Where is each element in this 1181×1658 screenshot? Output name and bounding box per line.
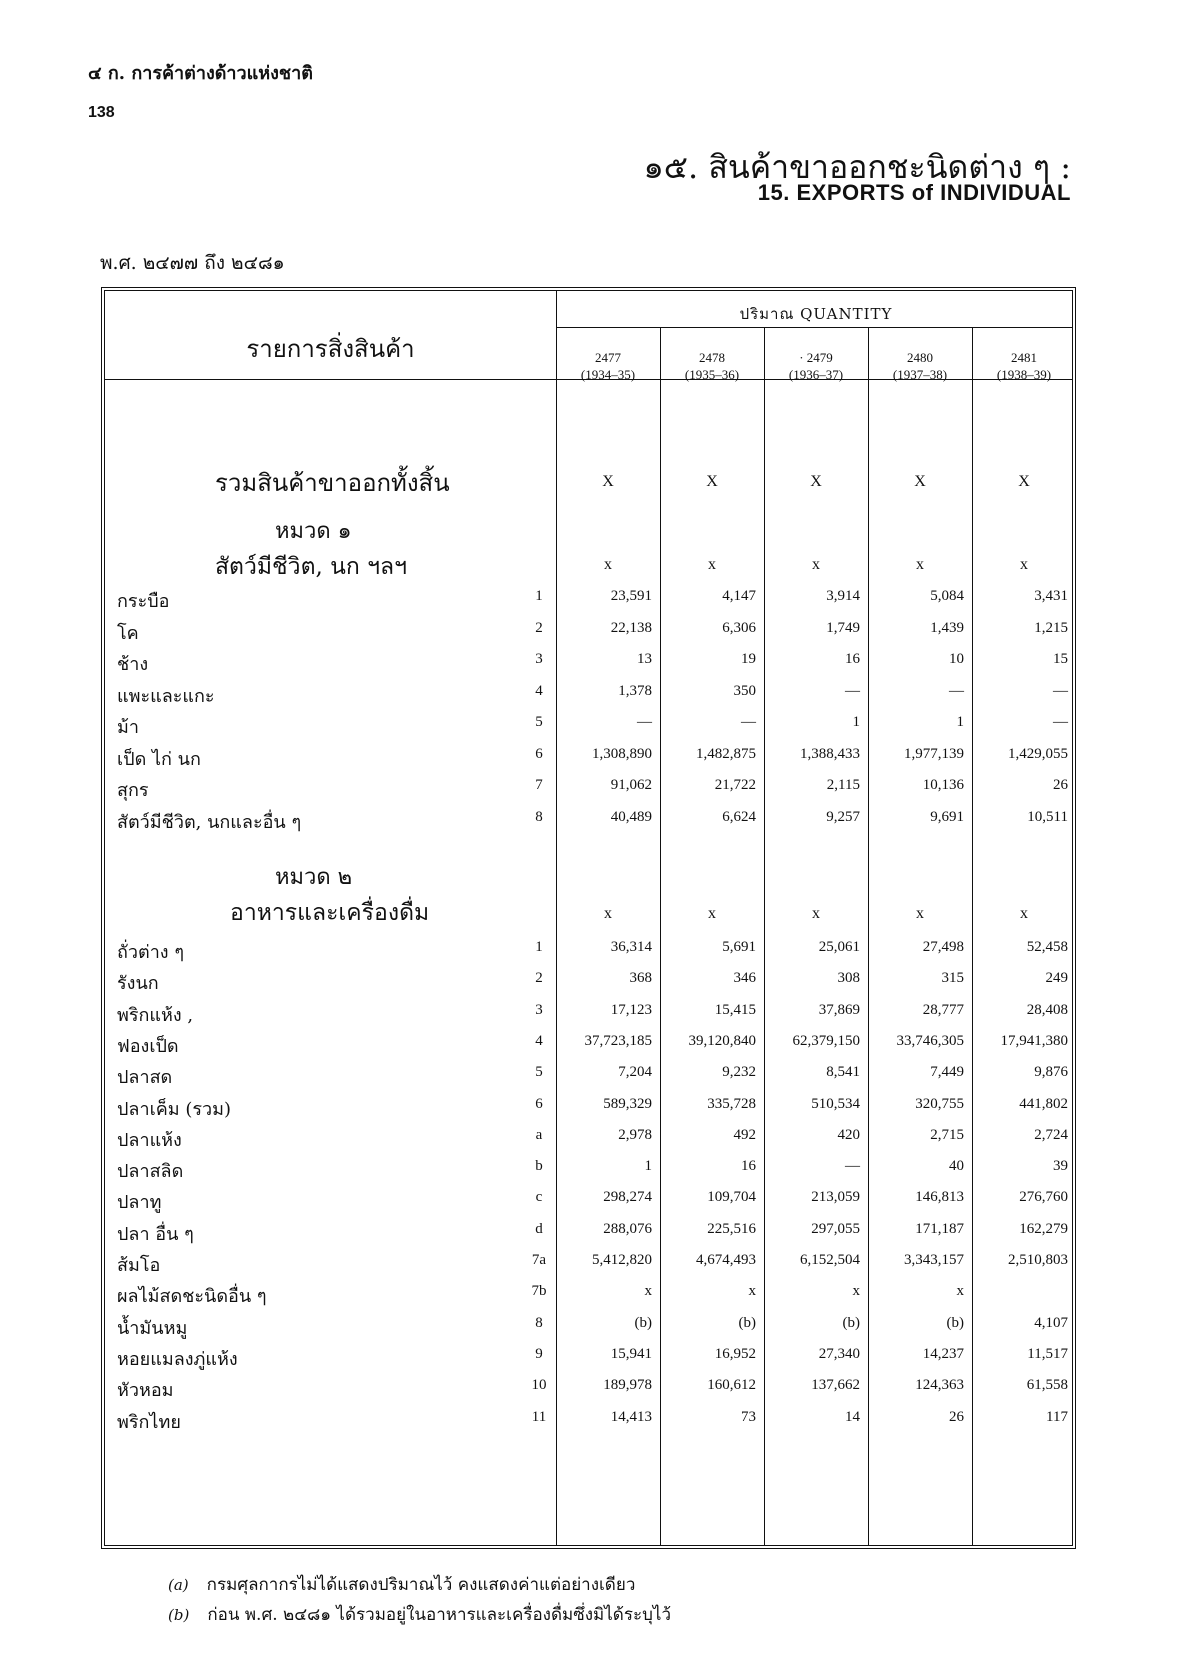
quantity-cell: 13 <box>637 651 652 667</box>
total-mark: X <box>914 473 926 490</box>
section-heading: หมวด ๒ <box>275 865 353 890</box>
section-mark: x <box>1020 905 1028 922</box>
section-mark: x <box>916 905 924 922</box>
section-heading: หมวด ๑ <box>275 519 352 544</box>
quantity-cell: 16 <box>845 651 860 667</box>
row-label: ปลาสลิด <box>117 1161 184 1183</box>
row-label: ผลไม้สดชะนิดอื่น ๆ <box>117 1286 267 1308</box>
year-ce: (1935–36) <box>684 367 740 382</box>
years-range-note: พ.ศ. ๒๔๗๗ ถึง ๒๔๘๑ <box>100 252 285 274</box>
quantity-cell: 5,412,820 <box>592 1252 652 1268</box>
row-number: 10 <box>531 1377 547 1394</box>
quantity-header: ปริมาณ QUANTITY <box>739 305 893 323</box>
quantity-cell: 117 <box>1046 1408 1068 1425</box>
quantity-cell: 9,257 <box>826 808 860 825</box>
exports-table <box>101 287 1076 1549</box>
row-number: b <box>535 1158 543 1175</box>
quantity-cell: 346 <box>733 970 756 987</box>
quantity-cell: 335,728 <box>707 1095 756 1112</box>
quantity-cell: 26 <box>1053 777 1068 793</box>
quantity-cell: 420 <box>837 1126 860 1143</box>
quantity-cell: — <box>949 682 964 699</box>
footnote-b <box>168 1601 671 1628</box>
quantity-cell: 33,746,305 <box>896 1032 964 1049</box>
row-number: 8 <box>535 1314 543 1331</box>
quantity-cell: 4,147 <box>722 588 756 604</box>
quantity-cell: 368 <box>629 970 652 987</box>
row-label: พริกไทย <box>117 1411 181 1433</box>
quantity-cell: 36,314 <box>610 939 652 955</box>
row-number: 9 <box>535 1345 543 1362</box>
row-number: 11 <box>531 1408 547 1425</box>
quantity-cell: 3,431 <box>1034 588 1068 604</box>
year-header <box>764 349 868 383</box>
quantity-cell: 22,138 <box>610 619 652 636</box>
quantity-cell: 2,510,803 <box>1008 1252 1068 1268</box>
year-be: 2477 <box>595 350 621 365</box>
row-number: c <box>535 1189 543 1206</box>
header-divider <box>556 327 1072 328</box>
quantity-cell: x <box>852 1283 860 1300</box>
row-label: เป็ด ไก่ นก <box>117 748 201 770</box>
quantity-cell: — <box>1053 682 1068 699</box>
section-title: สัตว์มีชีวิต, นก ฯลฯ <box>215 554 408 580</box>
quantity-cell: 28,777 <box>922 1001 964 1018</box>
quantity-cell: 5,084 <box>930 588 964 604</box>
row-number: 4 <box>535 1032 543 1049</box>
quantity-cell: 350 <box>733 682 756 699</box>
quantity-cell: 61,558 <box>1026 1377 1068 1394</box>
row-number: 1 <box>535 588 543 604</box>
quantity-cell: 297,055 <box>811 1220 860 1237</box>
row-number: 7 <box>535 777 543 793</box>
quantity-cell: 3,343,157 <box>904 1252 964 1268</box>
quantity-cell: 39 <box>1053 1158 1068 1175</box>
quantity-cell: 1,378 <box>618 682 652 699</box>
quantity-cell: 1,215 <box>1034 619 1068 636</box>
row-number: 6 <box>535 1095 543 1112</box>
quantity-cell: 52,458 <box>1026 939 1068 955</box>
row-number: 7a <box>531 1252 547 1268</box>
year-be: 2478 <box>699 350 725 365</box>
page-number: 138 <box>88 104 115 121</box>
quantity-cell: 14,413 <box>610 1408 652 1425</box>
quantity-cell: 14,237 <box>922 1345 964 1362</box>
quantity-cell: x <box>644 1283 652 1300</box>
quantity-cell: 91,062 <box>610 777 652 793</box>
quantity-cell: 8,541 <box>826 1064 860 1081</box>
quantity-cell: 14 <box>845 1408 860 1425</box>
year-header <box>660 349 764 383</box>
quantity-cell: 1,977,139 <box>904 745 964 762</box>
quantity-cell: 189,978 <box>603 1377 652 1394</box>
quantity-cell: 589,329 <box>603 1095 652 1112</box>
quantity-cell: 16 <box>741 1158 756 1175</box>
quantity-cell: 19 <box>741 651 756 667</box>
footnote-text: กรมศุลกากรไม่ได้แสดงปริมาณไว้ คงแสดงค่าแต่อย่างเดียว <box>206 1575 636 1595</box>
quantity-cell: 249 <box>1045 970 1068 987</box>
quantity-cell: 37,869 <box>818 1001 860 1018</box>
quantity-cell: 39,120,840 <box>688 1032 756 1049</box>
quantity-cell: 73 <box>741 1408 756 1425</box>
quantity-cell: 171,187 <box>915 1220 964 1237</box>
quantity-cell: 1 <box>852 714 860 730</box>
quantity-cell: 2,115 <box>826 777 860 793</box>
quantity-cell: 28,408 <box>1026 1001 1068 1018</box>
quantity-cell: (b) <box>634 1314 652 1331</box>
quantity-cell: 15,941 <box>610 1345 652 1362</box>
quantity-cell: 288,076 <box>603 1220 652 1237</box>
quantity-cell: 1,308,890 <box>592 745 652 762</box>
year-header <box>972 349 1076 383</box>
quantity-cell: 16,952 <box>714 1345 756 1362</box>
year-be: · 2479 <box>799 350 833 365</box>
quantity-cell: 7,204 <box>618 1064 652 1081</box>
quantity-cell: x <box>748 1283 756 1300</box>
section-mark: x <box>916 556 924 573</box>
row-label: สัตว์มีชีวิต, นกและอื่น ๆ <box>117 811 302 833</box>
row-number: 4 <box>535 682 543 699</box>
row-label: ม้า <box>117 717 139 738</box>
section-mark: x <box>812 905 820 922</box>
quantity-cell: 4,674,493 <box>696 1252 756 1268</box>
quantity-cell: 62,379,150 <box>792 1032 860 1049</box>
row-label: ส้มโอ <box>117 1255 161 1276</box>
quantity-cell: — <box>637 714 652 730</box>
quantity-cell: 1,388,433 <box>800 745 860 762</box>
row-number: a <box>535 1126 543 1143</box>
row-label: ถั่วต่าง ๆ <box>117 942 184 963</box>
quantity-cell: 15 <box>1053 651 1068 667</box>
row-label: ฟองเป็ด <box>117 1035 179 1057</box>
year-ce: (1937–38) <box>892 367 948 382</box>
section-mark: x <box>708 905 716 922</box>
running-header: ๔ ก. การค้าต่างด้าวแห่งชาติ <box>88 63 313 84</box>
row-label: ปลา อื่น ๆ <box>117 1223 194 1245</box>
quantity-cell: 315 <box>941 970 964 987</box>
quantity-cell: 162,279 <box>1019 1220 1068 1237</box>
quantity-cell: 1,429,055 <box>1008 745 1068 762</box>
quantity-cell: 4,107 <box>1034 1314 1068 1331</box>
row-label: ปลาเค็ม (รวม) <box>117 1098 232 1120</box>
quantity-cell: 15,415 <box>714 1001 756 1018</box>
year-header <box>868 349 972 383</box>
quantity-cell: 441,802 <box>1019 1095 1068 1112</box>
quantity-cell: 146,813 <box>915 1189 964 1206</box>
quantity-cell: 2,724 <box>1034 1126 1068 1143</box>
quantity-cell: — <box>1053 714 1068 730</box>
year-be: 2480 <box>907 350 933 365</box>
row-number: 5 <box>535 1064 543 1081</box>
row-label: กระบือ <box>117 591 170 612</box>
quantity-cell: — <box>845 682 860 699</box>
quantity-cell: 1,482,875 <box>696 745 756 762</box>
row-number: 3 <box>535 1001 543 1018</box>
year-ce: (1938–39) <box>996 367 1052 382</box>
section-mark: x <box>812 556 820 573</box>
row-label: สุกร <box>117 780 149 801</box>
quantity-cell: 276,760 <box>1019 1189 1068 1206</box>
quantity-cell: 1,439 <box>930 619 964 636</box>
quantity-cell: — <box>741 714 756 730</box>
quantity-cell: 320,755 <box>915 1095 964 1112</box>
quantity-cell: 510,534 <box>811 1095 860 1112</box>
row-number: 7b <box>531 1283 547 1300</box>
section-mark: x <box>1020 556 1028 573</box>
quantity-cell: 492 <box>733 1126 756 1143</box>
row-label: น้ำมันหมู <box>117 1317 188 1339</box>
quantity-cell: 308 <box>837 970 860 987</box>
quantity-cell: 9,232 <box>722 1064 756 1081</box>
year-header <box>556 349 660 383</box>
table-title-thai: ๑๕. สินค้าขาออกชะนิดต่าง ๆ : <box>643 148 1071 186</box>
total-mark: X <box>810 473 822 490</box>
row-number: 6 <box>535 745 543 762</box>
row-label: หอยแมลงภู่แห้ง <box>117 1348 238 1370</box>
total-mark: X <box>602 473 614 490</box>
footnote-text: ก่อน พ.ศ. ๒๔๘๑ ได้รวมอยู่ในอาหารและเครื่องดื่มซึ่งมิได้ระบุไว้ <box>207 1605 671 1625</box>
quantity-cell: 298,274 <box>603 1189 652 1206</box>
quantity-cell: 40 <box>949 1158 964 1175</box>
quantity-cell: (b) <box>842 1314 860 1331</box>
year-ce: (1934–35) <box>580 367 636 382</box>
row-label: ปลาแห้ง <box>117 1129 182 1151</box>
quantity-cell: 40,489 <box>610 808 652 825</box>
row-label: รังนก <box>117 973 159 995</box>
quantity-cell: 6,624 <box>722 808 756 825</box>
row-label: ปลาสด <box>117 1067 173 1089</box>
grand-total-label: รวมสินค้าขาออกทั้งสิ้น <box>215 469 450 497</box>
quantity-cell: 2,978 <box>618 1126 652 1143</box>
quantity-cell: 1,749 <box>826 619 860 636</box>
quantity-cell: (b) <box>738 1314 756 1331</box>
section-title: อาหารและเครื่องดื่ม <box>230 900 430 926</box>
quantity-cell: 124,363 <box>915 1377 964 1394</box>
quantity-cell: 27,498 <box>922 939 964 955</box>
quantity-cell: 9,876 <box>1034 1064 1068 1081</box>
quantity-cell: 6,306 <box>722 619 756 636</box>
year-ce: (1936–37) <box>788 367 844 382</box>
row-number: 2 <box>535 619 543 636</box>
quantity-cell: 109,704 <box>707 1189 756 1206</box>
section-mark: x <box>604 905 612 922</box>
table-title-english: 15. EXPORTS of INDIVIDUAL <box>757 180 1071 205</box>
quantity-cell: 1 <box>644 1158 652 1175</box>
quantity-cell: 213,059 <box>811 1189 860 1206</box>
quantity-cell: 10,511 <box>1027 808 1068 825</box>
quantity-cell: 17,123 <box>610 1001 652 1018</box>
footnote-letter: (a) <box>168 1576 189 1594</box>
quantity-cell: 137,662 <box>811 1377 860 1394</box>
section-mark: x <box>604 556 612 573</box>
quantity-cell: 26 <box>949 1408 964 1425</box>
item-column-header: รายการสิ่งสินค้า <box>246 335 415 363</box>
row-label: หัวหอม <box>117 1380 174 1402</box>
quantity-cell: (b) <box>946 1314 964 1331</box>
quantity-cell: 23,591 <box>610 588 652 604</box>
footnote-a <box>168 1571 635 1598</box>
row-number: 2 <box>535 970 543 987</box>
quantity-cell: 225,516 <box>707 1220 756 1237</box>
total-mark: X <box>706 473 718 490</box>
quantity-cell: 3,914 <box>826 588 860 604</box>
quantity-cell: 21,722 <box>714 777 756 793</box>
row-label: ปลาทู <box>117 1192 162 1214</box>
row-number: d <box>535 1220 543 1237</box>
quantity-cell: 9,691 <box>930 808 964 825</box>
section-mark: x <box>708 556 716 573</box>
quantity-cell: 10 <box>949 651 964 667</box>
quantity-cell: 25,061 <box>818 939 860 955</box>
quantity-cell: 10,136 <box>922 777 964 793</box>
quantity-cell: 2,715 <box>930 1126 964 1143</box>
quantity-cell: 6,152,504 <box>800 1252 860 1268</box>
quantity-cell: 17,941,380 <box>1000 1032 1068 1049</box>
footnote-letter: (b) <box>168 1606 190 1624</box>
quantity-cell: 11,517 <box>1027 1345 1068 1362</box>
quantity-cell: — <box>845 1158 860 1175</box>
quantity-cell: 7,449 <box>930 1064 964 1081</box>
quantity-cell: 27,340 <box>818 1345 860 1362</box>
quantity-cell: 1 <box>956 714 964 730</box>
row-label: ช้าง <box>117 654 149 675</box>
quantity-cell: x <box>956 1283 964 1300</box>
quantity-cell: 37,723,185 <box>584 1032 652 1049</box>
row-number: 8 <box>535 808 543 825</box>
row-label: พริกแห้ง , <box>117 1004 194 1026</box>
row-label: โค <box>117 622 139 644</box>
row-label: แพะและแกะ <box>117 685 215 707</box>
row-number: 3 <box>535 651 543 667</box>
year-be: 2481 <box>1011 350 1037 365</box>
total-mark: X <box>1018 473 1030 490</box>
row-number: 1 <box>535 939 543 955</box>
quantity-cell: 160,612 <box>707 1377 756 1394</box>
quantity-cell: 5,691 <box>722 939 756 955</box>
row-number: 5 <box>535 714 543 730</box>
